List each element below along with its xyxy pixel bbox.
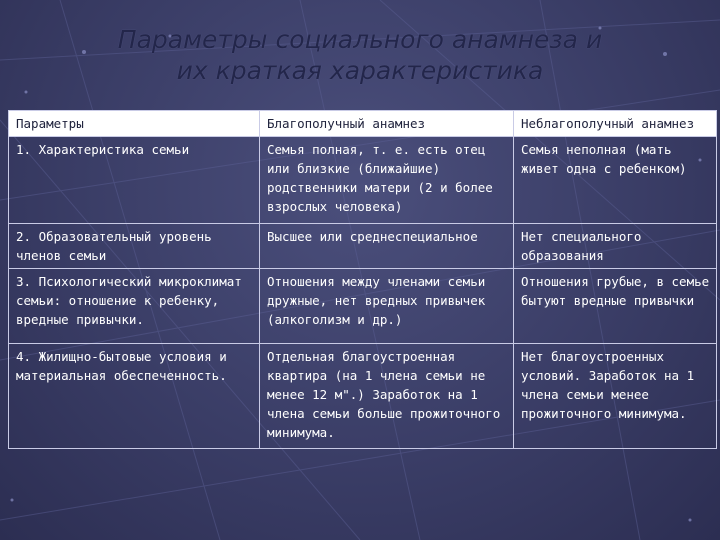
table-cell: Нет благоустроенных условий. Заработок на 1 члена семьи менее прожиточного минимума. bbox=[514, 344, 717, 449]
table-row bbox=[9, 344, 717, 449]
header-cell-unfavorable: Неблагополучный анамнез bbox=[514, 111, 717, 137]
table-cell: 3. Психологический микроклимат семьи: отношение к ребенку, вредные привычки. bbox=[9, 269, 260, 344]
table-row bbox=[9, 224, 717, 269]
table-cell: Семья полная, т. е. есть отец или близкие (ближайшие) родственники матери (2 и более взрослых человека) bbox=[260, 137, 514, 224]
table-cell: Отдельная благоустроенная квартира (на 1 члена семьи не менее 12 м".) Заработок на 1 члена семьи больше прожиточного минимума. bbox=[260, 344, 514, 449]
table-cell: 1. Характеристика семьи bbox=[9, 137, 260, 224]
header-cell-favorable: Благополучный анамнез bbox=[260, 111, 514, 137]
table-cell: 2. Образовательный уровень членов семьи bbox=[9, 224, 260, 269]
table-cell: Нет специального образования bbox=[514, 224, 717, 269]
header-cell-parameters: Параметры bbox=[9, 111, 260, 137]
table-header-row bbox=[9, 111, 717, 137]
parameters-table bbox=[8, 110, 717, 449]
table-cell: Отношения грубые, в семье бытуют вредные привычки bbox=[514, 269, 717, 344]
table-cell: Отношения между членами семьи дружные, нет вредных привычек (алкоголизм и др.) bbox=[260, 269, 514, 344]
table-cell: Семья неполная (мать живет одна с ребенком) bbox=[514, 137, 717, 224]
table-cell: Высшее или среднеспециальное bbox=[260, 224, 514, 269]
page-title: Параметры социального анамнеза и их краткая характеристика bbox=[117, 25, 603, 85]
table-row bbox=[9, 137, 717, 224]
table-row bbox=[9, 269, 717, 344]
table-cell: 4. Жилищно-бытовые условия и материальная обеспеченность. bbox=[9, 344, 260, 449]
